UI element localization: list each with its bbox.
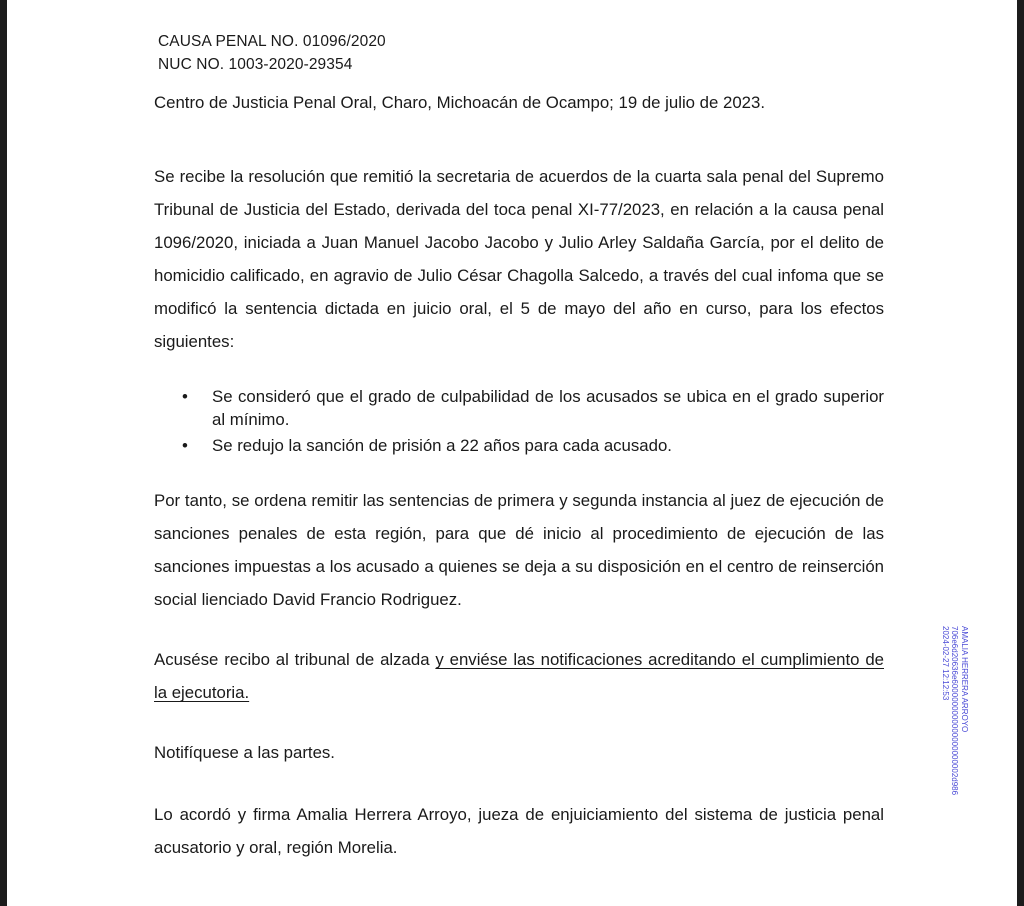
paragraph-order: Por tanto, se ordena remitir las sentencias de primera y segunda instancia al juez de ejecución de sanciones penales de esta región, para que dé inicio al procedimiento de ejecución de las sanciones impuestas a los acusado a quienes se deja a su disposición en el centro de reinserción social lienciado David Francio Rodriguez. <box>154 491 884 609</box>
document-page <box>7 0 1017 906</box>
paragraph-resolution: Se recibe la resolución que remitió la secretaria de acuerdos de la cuarta sala penal del Supremo Tribunal de Justicia del Estado, derivada del toca penal XI-77/2023, en relación a la causa penal 1096/2020, iniciada a Juan Manuel Jacobo Jacobo y Julio Arley Saldaña García, por el delito de homicidio calificado, en agravio de Julio César Chagolla Salcedo, a través del cual infoma que se modificó la sentencia dictada en juicio oral, el 5 de mayo del año en curso, para los efectos siguientes: <box>154 167 884 351</box>
effects-list <box>154 385 884 457</box>
list-item <box>154 385 884 431</box>
bullet-icon: • <box>182 436 188 455</box>
case-number: CAUSA PENAL NO. 01096/2020 <box>158 33 386 50</box>
stamp-serial: 706e6d20636e6000000000000000000002d986 <box>950 626 960 796</box>
list-item <box>154 434 884 457</box>
acknowledge-underlined-text: y enviése las notificaciones acreditando el cumplimiento de la ejecutoria. <box>154 650 884 702</box>
bullet-icon: • <box>182 387 188 406</box>
place-date-line: Centro de Justicia Penal Oral, Charo, Michoacán de Ocampo; 19 de julio de 2023. <box>154 93 765 112</box>
stamp-name: AMALIA HERRERA ARROYO <box>960 626 969 733</box>
list-item-text: Se redujo la sanción de prisión a 22 años para cada acusado. <box>212 436 672 455</box>
electronic-signature-stamp <box>941 626 970 795</box>
paragraph-notify: Notifíquese a las partes. <box>154 743 335 762</box>
list-item-text: Se consideró que el grado de culpabilidad de los acusados se ubica en el grado superior al mínimo. <box>212 387 884 429</box>
acknowledge-text: Acusése recibo al tribunal de alzada <box>154 650 436 669</box>
nuc-number: NUC NO. 1003-2020-29354 <box>158 56 353 73</box>
paragraph-acknowledge <box>154 643 884 709</box>
stamp-datetime: 2024-02-27 12:12:53 <box>941 626 950 701</box>
paragraph-signature: Lo acordó y firma Amalia Herrera Arroyo, jueza de enjuiciamiento del sistema de justicia penal acusatorio y oral, región Morelia. <box>154 805 884 857</box>
